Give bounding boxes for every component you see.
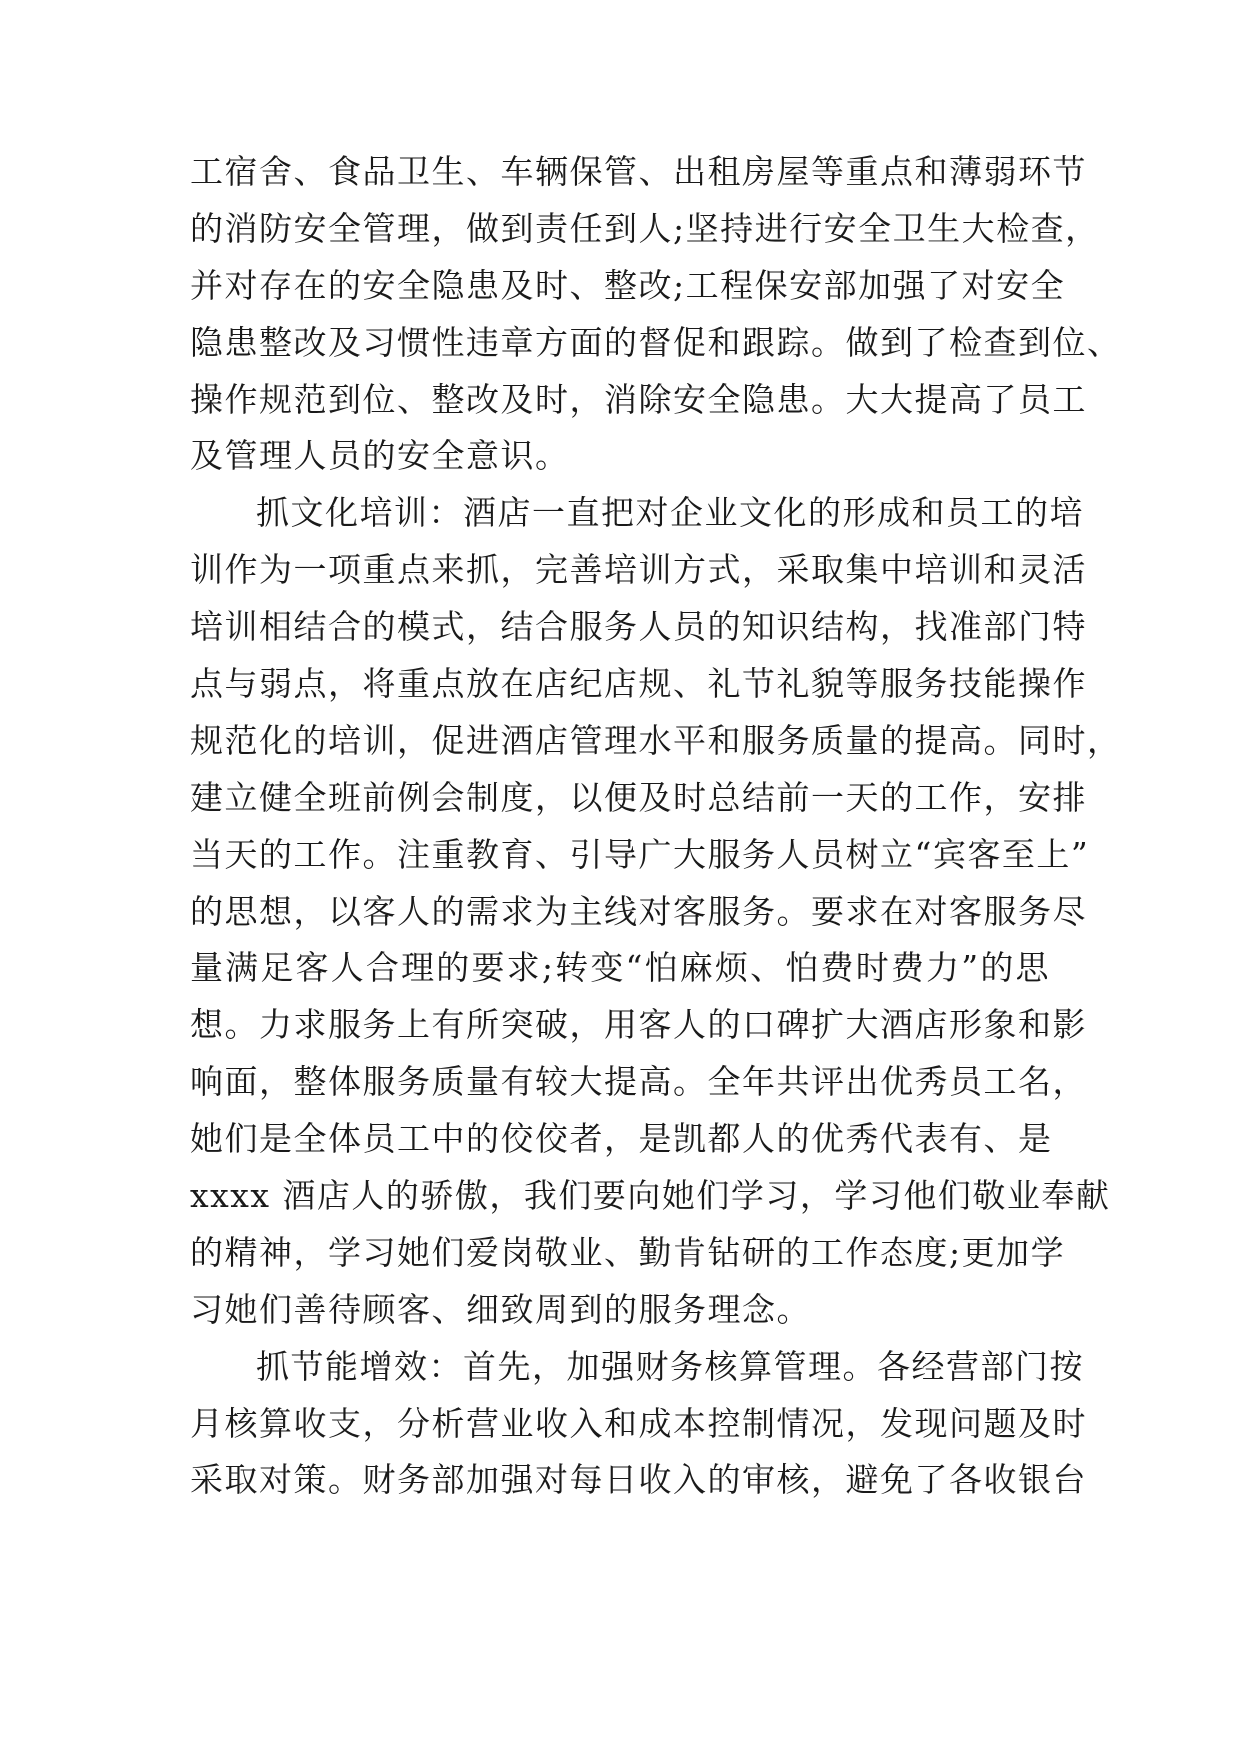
text-line: 的思想，以客人的需求为主线对客服务。要求在对客服务尽	[190, 891, 1087, 931]
text-line: 她们是全体员工中的佼佼者，是凯都人的优秀代表有、是	[190, 1119, 1053, 1159]
text-line: 采取对策。财务部加强对每日收入的审核，避免了各收银台	[190, 1460, 1087, 1500]
paragraph	[190, 144, 1122, 485]
text-line: 抓节能增效：首先，加强财务核算管理。各经营部门按	[256, 1346, 1084, 1386]
text-line: 点与弱点，将重点放在店纪店规、礼节礼貌等服务技能操作	[190, 664, 1087, 704]
text-line: 工宿舍、食品卫生、车辆保管、出租房屋等重点和薄弱环节	[190, 152, 1087, 191]
text-line: xxxx 酒店人的骄傲，我们要向她们学习，学习他们敬业奉献	[190, 1176, 1111, 1216]
text-line: 想。力求服务上有所突破，用客人的口碑扩大酒店形象和影	[190, 1005, 1087, 1045]
text-line: 当天的工作。注重教育、引导广大服务人员树立“宾客至上”	[190, 834, 1090, 874]
text-line: 建立健全班前例会制度，以便及时总结前一天的工作，安排	[190, 777, 1087, 817]
text-line: 响面，整体服务质量有较大提高。全年共评出优秀员工名，	[190, 1062, 1087, 1102]
text-line: 及管理人员的安全意识。	[190, 436, 570, 476]
text-line: 并对存在的安全隐患及时、整改;工程保安部加强了对安全	[190, 265, 1066, 305]
text-line: 的消防安全管理，做到责任到人;坚持进行安全卫生大检查，	[190, 208, 1100, 248]
text-line: 的精神，学习她们爱岗敬业、勤肯钻研的工作态度;更加学	[190, 1232, 1066, 1272]
text-line: 隐患整改及习惯性违章方面的督促和跟踪。做到了检查到位、	[190, 322, 1122, 362]
text-line: 月核算收支，分析营业收入和成本控制情况，发现问题及时	[190, 1403, 1087, 1443]
text-line: 训作为一项重点来抓，完善培训方式，采取集中培训和灵活	[190, 550, 1087, 590]
text-line: 操作规范到位、整改及时，消除安全隐患。大大提高了员工	[190, 379, 1087, 419]
text-line: 抓文化培训：酒店一直把对企业文化的形成和员工的培	[256, 493, 1084, 533]
paragraph	[190, 1339, 1087, 1510]
text-line: 规范化的培训，促进酒店管理水平和服务质量的提高。同时，	[190, 720, 1122, 760]
text-line: 习她们善待顾客、细致周到的服务理念。	[190, 1289, 811, 1329]
body-text	[190, 144, 1122, 1509]
text-line: 培训相结合的模式，结合服务人员的知识结构，找准部门特	[190, 607, 1087, 647]
text-line: 量满足客人合理的要求;转变“怕麻烦、怕费时费力”的思	[190, 948, 1050, 988]
paragraph	[190, 485, 1122, 1338]
